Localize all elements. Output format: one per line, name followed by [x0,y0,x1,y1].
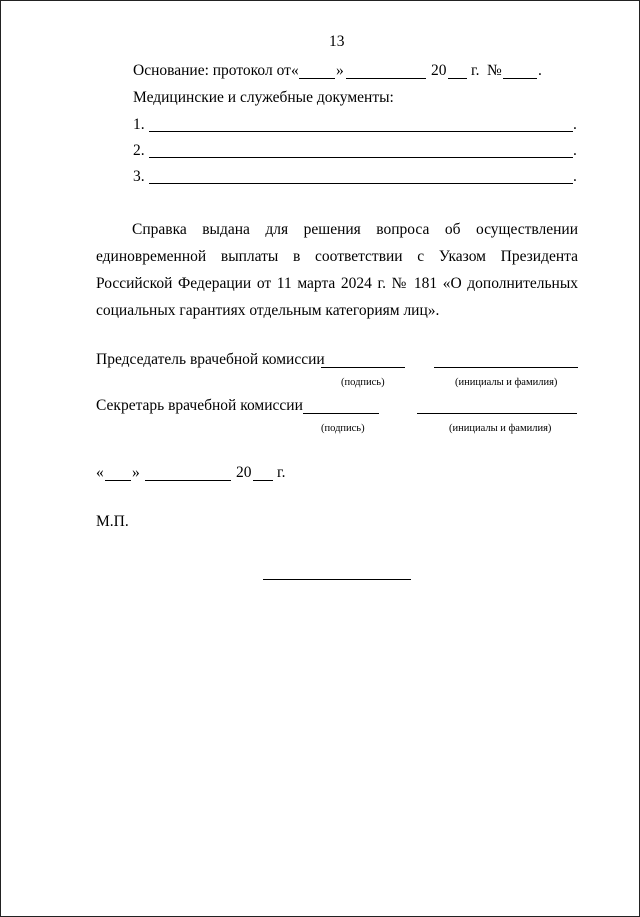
document-item-1-blank [149,131,573,132]
certificate-paragraph [96,216,578,324]
closing-divider [263,579,411,580]
document-item-3-end: . [573,168,577,185]
basis-year-suffix: г. [471,62,480,79]
documents-heading: Медицинские и служебные документы: [133,89,394,106]
basis-number-sign: № [487,62,502,79]
basis-month-blank [346,78,426,79]
secretary-name-blank [417,413,577,414]
stamp-place: М.П. [96,513,129,530]
document-item-1-end: . [573,116,577,133]
secretary-sign-blank [303,413,379,414]
basis-year-prefix: 20 [431,62,447,79]
date-year-blank [253,480,273,481]
basis-label: Основание: протокол от [133,62,291,79]
date-open-quote: « [96,464,104,481]
document-item-3-blank [149,183,573,184]
chairman-name-blank [434,367,578,368]
basis-close-quote: » [336,62,344,79]
secretary-role: Секретарь врачебной комиссии [96,397,303,414]
basis-day-blank [299,78,335,79]
date-year-suffix: г. [277,464,286,481]
date-day-blank [105,480,131,481]
page-number: 13 [329,33,345,50]
basis-number-blank [503,78,537,79]
date-close-quote: » [132,464,140,481]
basis-open-quote: « [291,62,299,79]
chairman-sign-caption: (подпись) [341,377,385,388]
chairman-role: Председатель врачебной комиссии [96,351,325,368]
basis-end: . [538,62,542,79]
basis-year-blank [448,78,467,79]
secretary-sign-caption: (подпись) [321,423,365,434]
document-item-2-num: 2. [133,142,145,159]
date-year-prefix: 20 [236,464,252,481]
document-item-2-end: . [573,142,577,159]
document-item-2-blank [149,157,573,158]
date-month-blank [145,480,231,481]
certificate-paragraph-text: Справка выдана для решения вопроса об осуществлении единовременной выплаты в соответствии с Указом Президента Российской Федерации от 11 марта 2024 г. № 181 «О дополнительных социальных гарантиях отдельным категориям лиц». [96,221,578,319]
chairman-name-caption: (инициалы и фамилия) [455,377,558,388]
document-item-1-num: 1. [133,116,145,133]
secretary-name-caption: (инициалы и фамилия) [449,423,552,434]
document-item-3-num: 3. [133,168,145,185]
chairman-sign-blank [321,367,405,368]
